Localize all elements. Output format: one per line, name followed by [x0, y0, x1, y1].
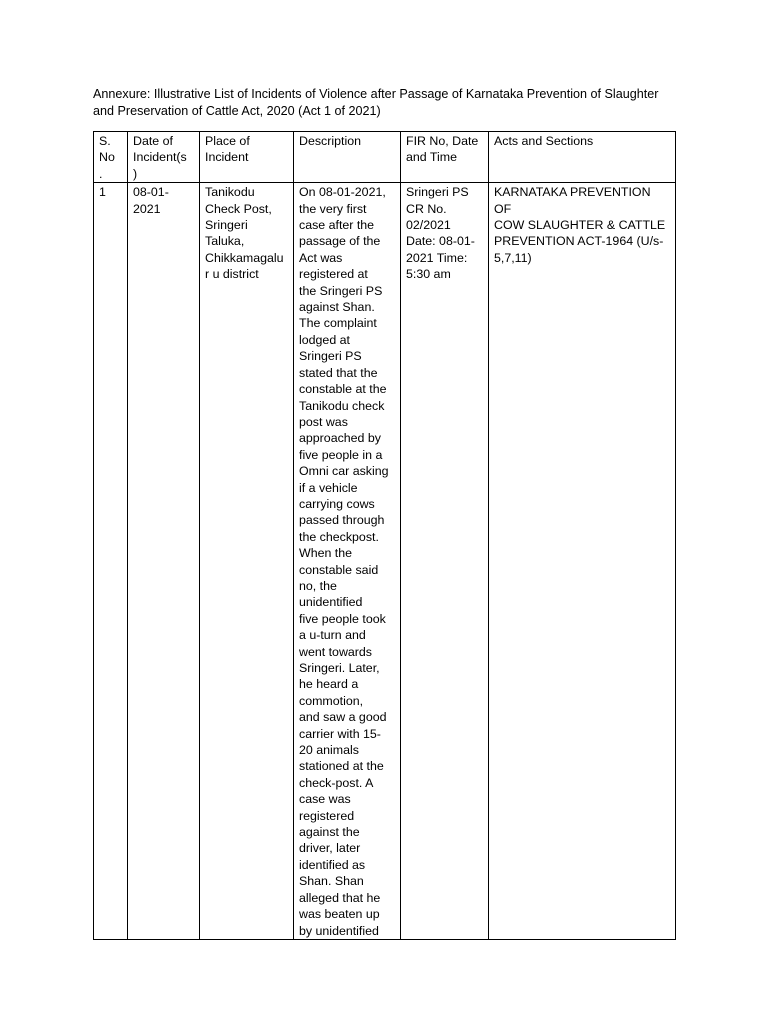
fir-value: Sringeri PS CR No. 02/2021 Date: 08-01- 2021 Time: 5:30 am — [406, 185, 475, 282]
header-acts-label: Acts and Sections — [494, 134, 594, 148]
annexure-heading-line-1: Annexure: Illustrative List of Incidents of Violence after Passage of Karnataka Prevention of Slaughter — [93, 87, 659, 101]
header-cell-acts — [489, 132, 676, 183]
cell-fir — [401, 183, 489, 940]
cell-date — [128, 183, 200, 940]
sno-value: 1 — [99, 185, 106, 200]
annexure-heading — [93, 86, 683, 120]
annexure-heading-line-2: and Preservation of Cattle Act, 2020 (Act 1 of 2021) — [93, 104, 381, 118]
header-cell-date — [128, 132, 200, 183]
header-cell-sno — [94, 132, 128, 183]
cell-sno — [94, 183, 128, 940]
table-header-row — [94, 132, 676, 183]
header-place-label: Place of Incident — [205, 134, 250, 165]
incidents-table — [93, 131, 676, 940]
table-row — [94, 183, 676, 940]
cell-acts — [489, 183, 676, 940]
header-cell-fir — [401, 132, 489, 183]
header-description-label: Description — [299, 134, 361, 148]
header-cell-place — [200, 132, 294, 183]
acts-value: KARNATAKA PREVENTION OF COW SLAUGHTER & CATTLE PREVENTION ACT-1964 (U/s- 5,7,11) — [494, 185, 666, 265]
header-fir-label: FIR No, Date and Time — [406, 134, 479, 165]
header-date-label: Date of Incident(s ) — [133, 134, 187, 181]
header-sno-label: S. No . — [99, 134, 115, 181]
cell-description — [294, 183, 401, 940]
description-value: On 08-01-2021, the very first case after the passage of the Act was registered at the Sringeri PS against Shan. The complaint lodged at Sringeri PS stated that the constable at the Tanikodu check post was approached by five people in a Omni car asking if a vehicle carrying cows passed through the checkpost. When the constable said no, the unidentified five people took a u-turn and went towards Sringeri. Later, he heard a commotion, and saw a good carrier with 15- 20 animals stationed at the check-post. A case was registered against the driver, later identified as Shan. Shan alleged that he was beaten up by unidentified — [299, 185, 389, 938]
header-cell-description — [294, 132, 401, 183]
place-value: Tanikodu Check Post, Sringeri Taluka, Chikkamagalu r u district — [205, 185, 284, 282]
cell-place — [200, 183, 294, 940]
date-value: 08-01- 2021 — [133, 185, 169, 216]
